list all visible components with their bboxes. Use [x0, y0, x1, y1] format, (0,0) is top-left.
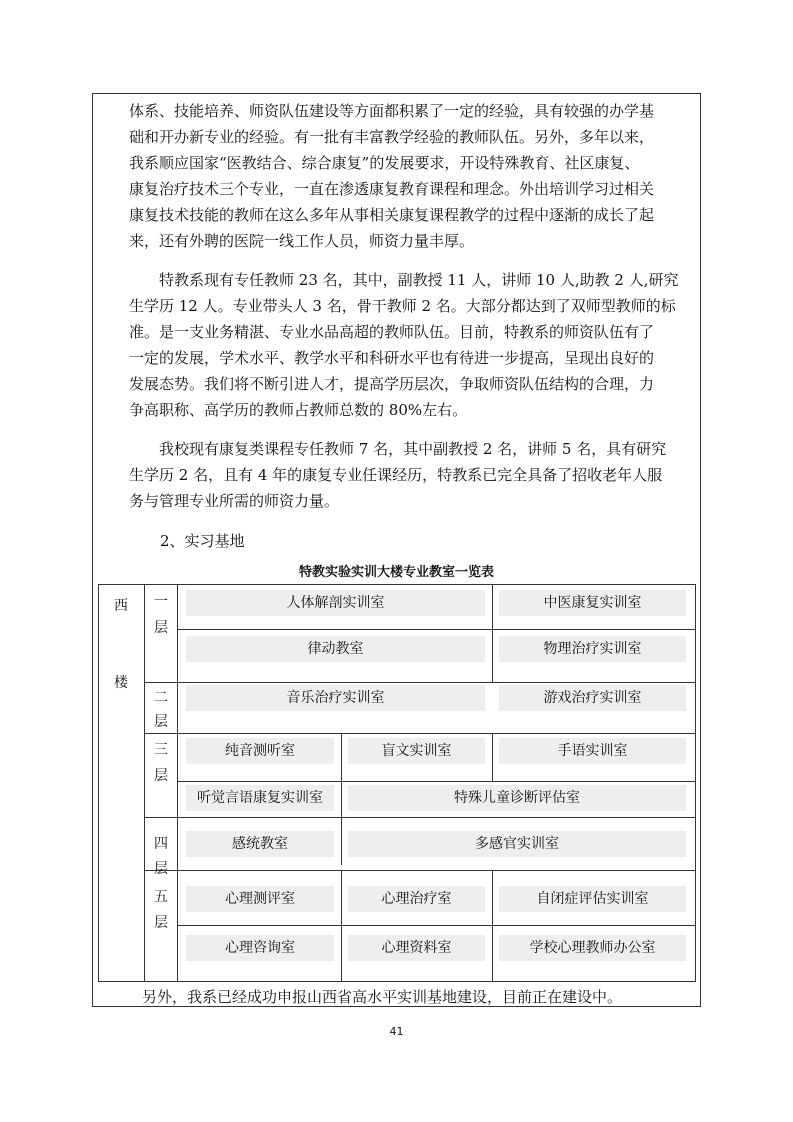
floor-label-char: 层	[154, 915, 168, 931]
page-number: 41	[389, 1025, 404, 1038]
room-psych-teacher-office: 学校心理教师办公室	[499, 935, 686, 961]
text-line: 生学历 12 人。专业带头人 3 名，骨干教师 2 名。大部分都达到了双师型教师的标	[129, 297, 676, 315]
room-braille-lab: 盲文实训室	[348, 738, 485, 764]
text-line: 体系、技能培养、师资队伍建设等方面都积累了一定的经验，具有较强的办学基	[129, 102, 655, 120]
paragraph-faculty-background	[129, 98, 654, 254]
text-line: 康复技术技能的教师在这么多年从事相关康复课程教学的过程中逐渐的成长了起	[129, 206, 655, 224]
floor-label-char: 层	[154, 714, 168, 730]
text-line: 特教系现有专任教师 23 名，其中，副教授 11 人，讲师 10 人,助教 2 人,研究	[129, 271, 679, 289]
text-line: 准。是一支业务精湛、专业水品高超的教师队伍。目前，特教系的师资队伍有了	[129, 323, 655, 341]
floor-label-char: 一	[154, 594, 168, 610]
table-title: 特教实验实训大楼专业教室一览表	[298, 565, 494, 580]
text-line: 一定的发展，学术水平、教学水平和科研水平也有待进一步提高，呈现出良好的	[129, 349, 655, 367]
grid-line	[177, 925, 695, 926]
text-line: 争高职称、高学历的教师占教师总数的 80%左右。	[129, 401, 468, 419]
paragraph-teacher-stats	[129, 267, 679, 423]
building-label-char: 楼	[114, 675, 128, 691]
room-psych-materials: 心理资料室	[348, 935, 485, 961]
room-play-therapy-lab: 游戏治疗实训室	[499, 685, 686, 711]
grid-line	[177, 585, 178, 981]
text-line: 我校现有康复类课程专任教师 7 名，其中副教授 2 名，讲师 5 名，具有研究	[129, 440, 667, 458]
room-anatomy-lab: 人体解剖实训室	[186, 590, 485, 616]
floor-label-char: 三	[154, 742, 168, 758]
closing-sentence: 另外，我系已经成功申报山西省高水平实训基地建设，目前正在建设中。	[142, 988, 623, 1006]
room-child-assessment: 特殊儿童诊断评估室	[348, 785, 686, 811]
text-line: 生学历 2 名，且有 4 年的康复专业任课经历，特教系已完全具备了招收老年人服	[129, 466, 663, 484]
floor-label-char: 二	[154, 690, 168, 706]
room-audiometry: 纯音测听室	[186, 738, 334, 764]
floor-label-char: 层	[154, 768, 168, 784]
section-heading: 2、实习基地	[160, 532, 245, 550]
room-physical-therapy-lab: 物理治疗实训室	[499, 636, 686, 662]
text-line: 康复治疗技术三个专业，一直在渗透康复教育课程和理念。外出培训学习过相关	[129, 180, 655, 198]
text-line: 来，还有外聘的医院一线工作人员，师资力量丰厚。	[129, 232, 475, 250]
room-rhythm-classroom: 律动教室	[186, 636, 485, 662]
floor-label-char: 五	[154, 889, 168, 905]
grid-line	[341, 817, 342, 865]
room-psych-assessment: 心理测评室	[186, 886, 334, 912]
grid-line	[144, 817, 695, 818]
text-line: 发展态势。我们将不断引进人才，提高学历层次，争取师资队伍结构的合理，力	[129, 375, 655, 393]
text-line: 础和开办新专业的经验。有一批有丰富教学经验的教师队伍。另外，多年以来，	[129, 128, 655, 146]
floor-label-char: 四	[154, 836, 168, 852]
room-multisensory-lab: 多感官实训室	[348, 831, 686, 857]
paragraph-rehab-teachers	[129, 436, 666, 514]
grid-line	[341, 733, 342, 817]
grid-line	[492, 585, 493, 682]
grid-line	[144, 682, 695, 683]
floor-label-char: 层	[154, 861, 168, 877]
grid-line	[144, 870, 695, 871]
text-line: 务与管理专业所需的师资力量。	[129, 492, 340, 510]
room-psych-counseling: 心理咨询室	[186, 935, 334, 961]
classroom-table	[98, 584, 696, 982]
grid-line	[177, 629, 695, 630]
grid-line	[144, 733, 695, 734]
grid-line	[177, 781, 695, 782]
grid-line	[144, 585, 145, 981]
text-line: 我系顺应国家“医教结合、综合康复”的发展要求，开设特殊教育、社区康复、	[129, 154, 640, 172]
room-tcm-rehab-lab: 中医康复实训室	[499, 590, 686, 616]
building-label-char: 西	[114, 598, 128, 614]
floor-label-char: 层	[154, 620, 168, 636]
room-psych-therapy: 心理治疗室	[348, 886, 485, 912]
room-autism-assessment-lab: 自闭症评估实训室	[499, 886, 686, 912]
room-music-therapy-lab: 音乐治疗实训室	[186, 685, 485, 711]
room-speech-rehab-lab: 听觉言语康复实训室	[186, 785, 334, 811]
room-sign-language-lab: 手语实训室	[499, 738, 686, 764]
grid-line	[492, 733, 493, 781]
room-sensory-integration: 感统教室	[186, 831, 334, 857]
